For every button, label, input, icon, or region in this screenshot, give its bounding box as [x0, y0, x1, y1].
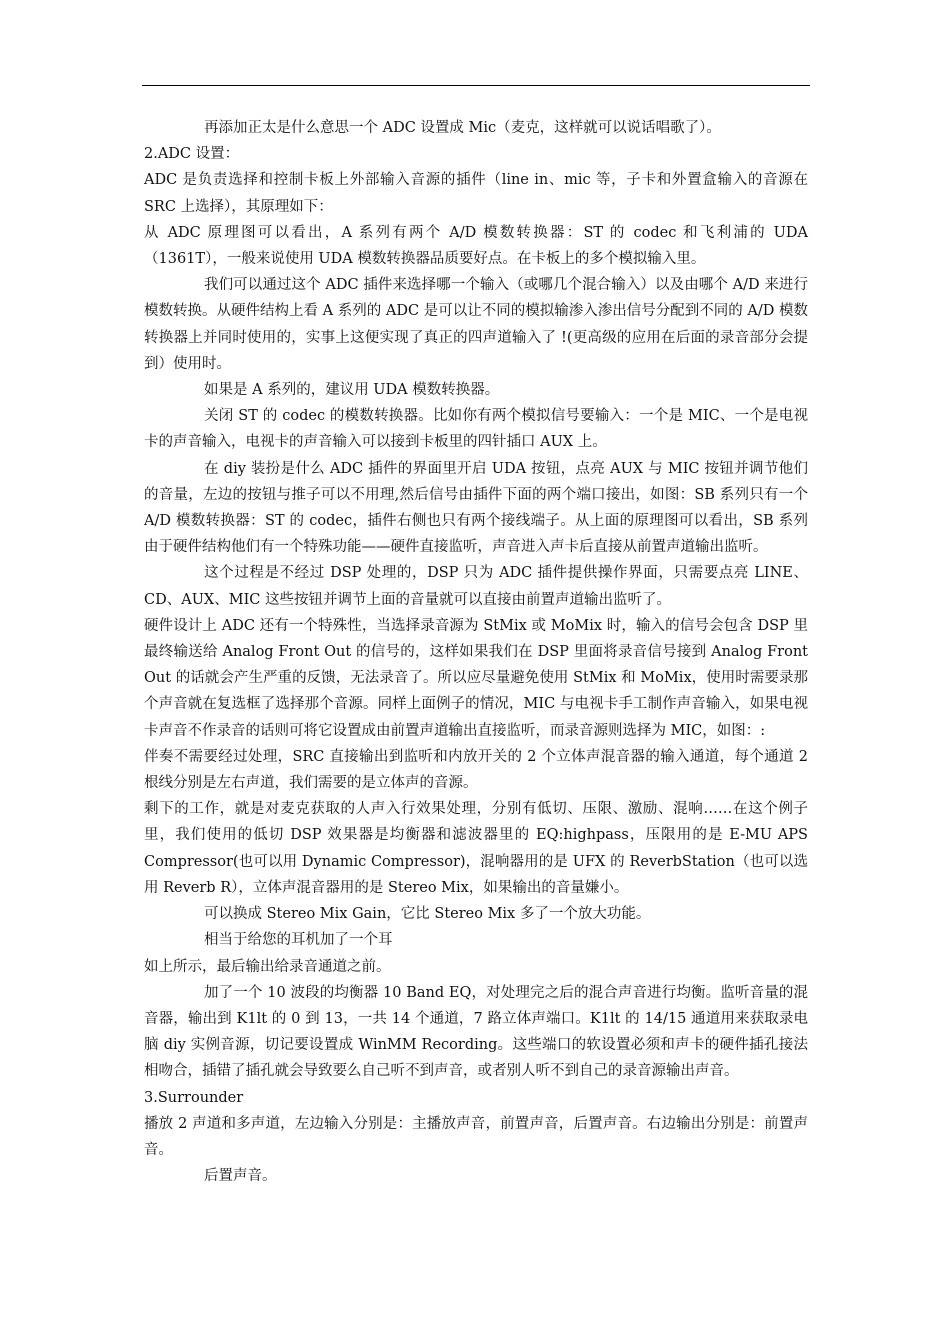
paragraph: 关闭 ST 的 codec 的模数转换器。比如你有两个模拟信号要输入：一个是 MIC、一个是电视卡的声音输入，电视卡的声音输入可以接到卡板里的四针插口 AUX 上。 [144, 408, 808, 451]
paragraph: 剩下的工作，就是对麦克获取的人声入行效果处理，分别有低切、压限、激励、混响……在这个例子里，我们使用的低切 DSP 效果器是均衡器和滤波器里的 EQ:highpass，压限用的是 E-MU APS Compressor(也可以用 Dynamic Compressor)，混响器用的是 UFX 的 ReverbStation（也可以选用 Reverb R），立体声混音器用的是 Stereo Mix，如果输出的音量嫌小。 [144, 801, 808, 896]
paragraph: 播放 2 声道和多声道，左边输入分别是：主播放声音，前置声音，后置声音。右边输出分别是：前置声音。 [144, 1115, 808, 1158]
paragraph: 可以换成 Stereo Mix Gain，它比 Stereo Mix 多了一个放大功能。 [204, 906, 651, 923]
paragraph: 相当于给您的耳机加了一个耳 [204, 932, 393, 949]
paragraph: 我们可以通过这个 ADC 插件来选择哪一个输入（或哪几个混合输入）以及由哪个 A/D 来进行模数转换。从硬件结构上看 A 系列的 ADC 是可以让不同的模拟输渗入渗出信号分配到不同的 A/D 模数转换器上并同时使用的，实事上这便实现了真正的四声道输入了 !(更高级的应用在后面的录音部分会提到）使用时。 [144, 277, 808, 372]
paragraph: 在 diy 装扮是什么 ADC 插件的界面里开启 UDA 按钮，点亮 AUX 与 MIC 按钮并调节他们的音量，左边的按钮与推子可以不用理,然后信号由插件下面的两个端口接出，如图：SB 系列只有一个 A/D 模数转换器：ST 的 codec，插件右侧也只有两个接线端子。从上面的原理图可以看出，SB 系列由于硬件结构他们有一个特殊功能——硬件直接监听，声音进入声卡后直接从前置声道输出监听。 [144, 460, 808, 556]
section-heading-adc: 2.ADC 设置： [144, 146, 240, 163]
document-body [144, 115, 808, 1189]
paragraph: 这个过程是不经过 DSP 处理的，DSP 只为 ADC 插件提供操作界面，只需要点亮 LINE、CD、AUX、MIC 这些按钮并调节上面的音量就可以直接由前置声道输出监听了。 [144, 565, 808, 608]
section-heading-surrounder: 3.Surrounder [144, 1089, 244, 1106]
paragraph: 后置声音。 [204, 1168, 277, 1185]
paragraph: 再添加正太是什么意思一个 ADC 设置成 Mic（麦克，这样就可以说话唱歌了）。 [204, 120, 721, 136]
paragraph: 如上所示，最后输出给录音通道之前。 [144, 958, 391, 975]
paragraph: 加了一个 10 波段的均衡器 10 Band EQ，对处理完之后的混合声音进行均衡。监听音量的混音器，输出到 K1lt 的 0 到 13，一共 14 个通道，7 路立体声端口。K1lt 的 14/15 通道用来获取录电脑 diy 实例音源，切记要设置成 WinMM Recording。这些端口的软设置必须和声卡的硬件插孔接法相吻合，插错了插孔就会导致要么自己听不到声音，或者别人听不到自己的录音源输出声音。 [144, 984, 808, 1080]
paragraph: 硬件设计上 ADC 还有一个特殊性，当选择录音源为 StMix 或 MoMix 时，输入的信号会包含 DSP 里最终输送给 Analog Front Out 的信号的，这样如果我们在 DSP 里面将录音信号接到 Analog Front Out 的话就会产生严重的反馈，无法录音了。所以应尽量避免使用 StMix 和 MoMix，使用时需要录那个声音就在复选框了选择那个音源。同样上面例子的情况，MIC 与电视卡手工制作声音输入，如果电视卡声音不作录音的话则可将它设置成由前置声道输出直接监听，而录音源则选择为 MIC，如图：: [144, 617, 808, 739]
paragraph: 从 ADC 原理图可以看出，A 系列有两个 A/D 模数转换器：ST 的 codec 和飞利浦的 UDA（1361T），一般来说使用 UDA 模数转换器品质要好点。在卡板上的多个模拟输入里。 [144, 224, 808, 268]
paragraph: ADC 是负责选择和控制卡板上外部输入音源的插件（line in、mic 等，子卡和外置盒输入的音源在 SRC 上选择），其原理如下： [144, 172, 808, 215]
paragraph: 伴奏不需要经过处理，SRC 直接输出到监听和内放开关的 2 个立体声混音器的输入通道，每个通道 2 根线分别是左右声道，我们需要的是立体声的音源。 [144, 748, 808, 792]
paragraph: 如果是 A 系列的，建议用 UDA 模数转换器。 [204, 382, 500, 399]
header-rule [142, 85, 810, 86]
